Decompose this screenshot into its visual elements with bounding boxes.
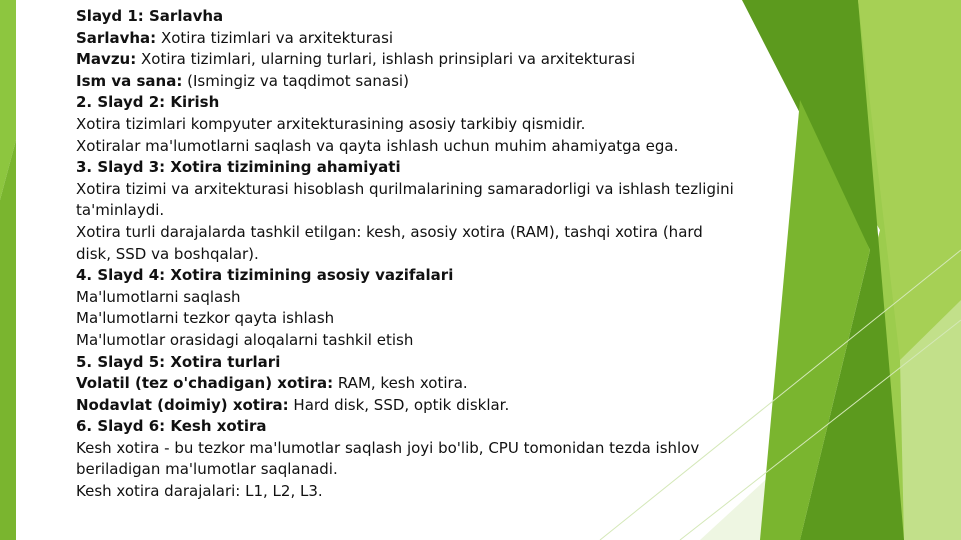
left-green-band (0, 140, 16, 540)
title-line: Sarlavha: Xotira tizimlari va arxitekturasi (76, 28, 394, 47)
slide4-item-1: Ma'lumotlarni saqlash (76, 287, 241, 306)
slide6-text-1: Kesh xotira - bu tezkor ma'lumotlar saqlash joyi bo'lib, CPU tomonidan tezda ishlov beriladigan ma'lumotlar saqlanadi. (76, 438, 700, 479)
slide3-heading: 3. Slayd 3: Xotira tizimining ahamiyati (76, 158, 401, 177)
name-date-line: Ism va sana: (Ismingiz va taqdimot sanasi) (76, 71, 409, 90)
slide-text (76, 6, 736, 503)
slide5-heading: 5. Slayd 5: Xotira turlari (76, 352, 281, 371)
slide2-text-2: Xotiralar ma'lumotlarni saqlash va qayta ishlash uchun muhim ahamiyatga ega. (76, 136, 679, 155)
slide4-item-3: Ma'lumotlar orasidagi aloqalarni tashkil etish (76, 330, 414, 349)
slide3-text-1: Xotira tizimi va arxitekturasi hisoblash qurilmalarining samaradorligi va ishlash tezligini ta'minlaydi. (76, 179, 734, 220)
slide2-heading: 2. Slayd 2: Kirish (76, 93, 220, 112)
slide2-text-1: Xotira tizimlari kompyuter arxitekturasining asosiy tarkibiy qismidir. (76, 114, 586, 133)
title-slide-heading: Slayd 1: Sarlavha (76, 7, 224, 25)
slide6-text-2: Kesh xotira darajalari: L1, L2, L3. (76, 482, 323, 501)
topic-line: Mavzu: Xotira tizimlari, ularning turlari, ishlash prinsiplari va arxitekturasi (76, 50, 636, 69)
slide5-nonvolatile: Nodavlat (doimiy) xotira: Hard disk, SSD, optik disklar. (76, 395, 510, 414)
slide5-volatile: Volatil (tez o'chadigan) xotira: RAM, kesh xotira. (76, 374, 468, 393)
slide4-heading: 4. Slayd 4: Xotira tizimining asosiy vazifalari (76, 266, 454, 285)
slide3-text-2: Xotira turli darajalarda tashkil etilgan: kesh, asosiy xotira (RAM), tashqi xotira (hard disk, SSD va boshqalar). (76, 222, 703, 263)
slide4-item-2: Ma'lumotlarni tezkor qayta ishlash (76, 309, 335, 328)
slide6-heading: 6. Slayd 6: Kesh xotira (76, 417, 267, 436)
